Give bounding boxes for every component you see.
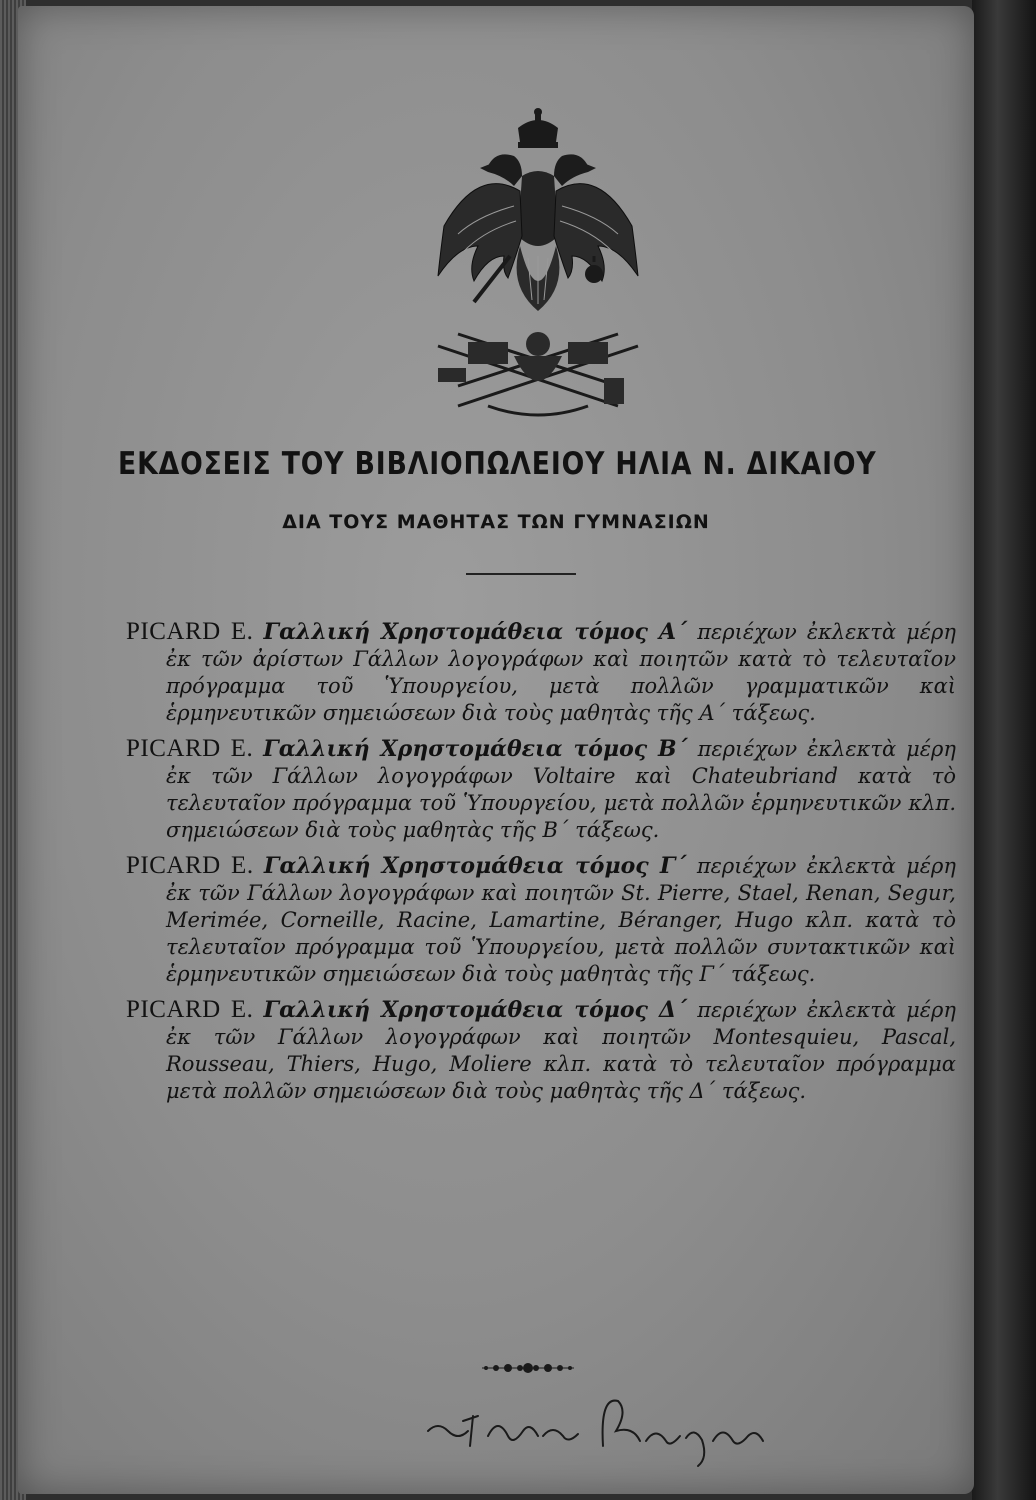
entry-author: PICARD E. — [126, 735, 254, 762]
ornament-icon — [478, 1358, 578, 1378]
entry-author: PICARD E. — [126, 996, 254, 1023]
book-spine — [972, 0, 1036, 1500]
double-headed-eagle-icon — [418, 106, 658, 426]
list-item — [126, 852, 956, 988]
book-page — [18, 6, 974, 1494]
page-title: ΕΚΔΟΣΕΙΣ ΤΟΥ ΒΙΒΛΙΟΠΩΛΕΙΟΥ ΗΛΙΑ Ν. ΔΙΚΑΙΟΥ — [118, 446, 877, 482]
entry-title: Γαλλική Χρηστομάθεια τόμος Β΄ — [263, 736, 688, 762]
entry-title: Γαλλική Χρηστομάθεια τόμος Δ΄ — [263, 997, 688, 1023]
page-subtitle: ΔΙΑ ΤΟΥΣ ΜΑΘΗΤΑΣ ΤΩΝ ΓΥΜΝΑΣΙΩΝ — [282, 511, 710, 533]
entry-title: Γαλλική Χρηστομάθεια τόμος Α΄ — [263, 619, 688, 645]
list-item — [126, 735, 956, 844]
list-item — [126, 996, 956, 1105]
entry-author: PICARD E. — [126, 618, 254, 645]
entry-description: περιέχων ἐκλεκτὰ μέρη ἐκ τῶν ἀρίστων Γάλλων λογογράφων καὶ ποιητῶν κατὰ τὸ τελευταῖον πρόγραμμα τοῦ Ὑπουργείου, μετὰ πολλῶν γραμματικῶν καὶ ἑρμηνευτικῶν σημειώσεων διὰ τοὺς μαθητὰς τῆς Α΄ τάξεως. — [166, 620, 956, 725]
entry-description: περιέχων ἐκλεκτὰ μέρη ἐκ τῶν Γάλλων λογογράφων Voltaire καὶ Chateubriand κατὰ τὸ τελευταῖον πρόγραμμα τοῦ Ὑπουργείου, μετὰ πολλῶν ἑρμηνευτικῶν κλπ. σημειώσεων διὰ τοὺς μαθητὰς τῆς Β΄ τάξεως. — [166, 737, 956, 842]
entry-author: PICARD E. — [126, 852, 254, 879]
list-item — [126, 618, 956, 727]
signature — [418, 1386, 798, 1476]
entry-title: Γαλλική Χρηστομάθεια τόμος Γ΄ — [263, 853, 687, 879]
entry-description: περιέχων ἐκλεκτὰ μέρη ἐκ τῶν Γάλλων λογογράφων καὶ ποιητῶν St. Pierre, Stael, Renan, Segur, Merimée, Corneille, Racine, Lamartine, Béranger, Hugo κλπ. κατὰ τὸ τελευταῖον πρόγραμμα τοῦ Ὑπουργείου, μετὰ πολλῶν συντακτικῶν καὶ ἑρμηνευτικῶν σημειώσεων διὰ τοὺς μαθητὰς τῆς Γ΄ τάξεως. — [166, 854, 956, 986]
entry-description: περιέχων ἐκλεκτὰ μέρη ἐκ τῶν Γάλλων λογογράφων καὶ ποιητῶν Montesquieu, Pascal, Rousseau, Thiers, Hugo, Moliere κλπ. κατὰ τὸ τελευταῖον πρόγραμμα μετὰ πολλῶν σημειώσεων διὰ τοὺς μαθητὰς τῆς Δ΄ τάξεως. — [166, 998, 956, 1103]
divider — [466, 573, 576, 575]
book-list — [126, 618, 956, 1113]
